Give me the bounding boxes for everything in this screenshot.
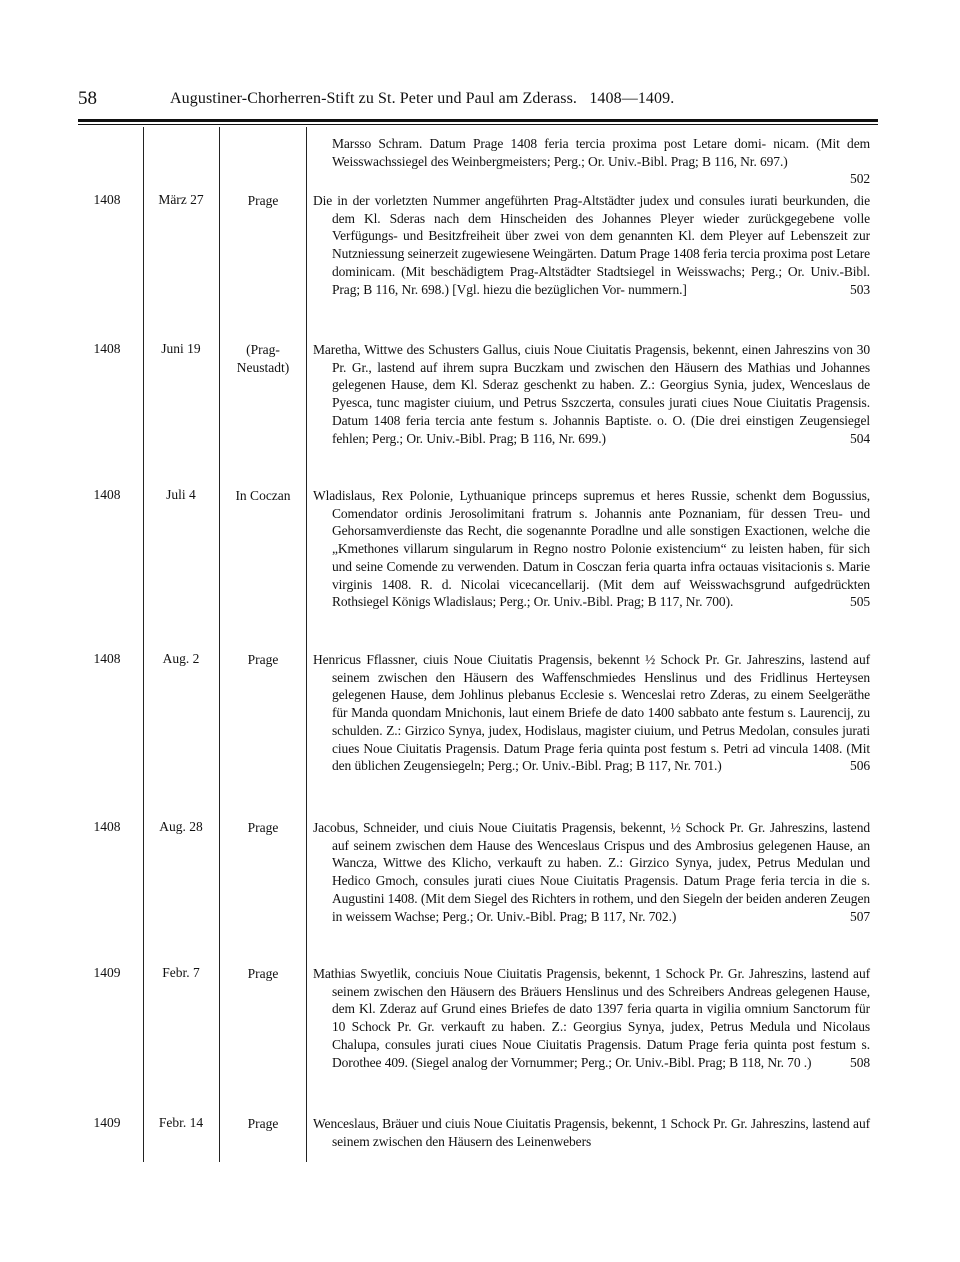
entry-text-block [313, 192, 870, 298]
entry-place: (Prag- Neustadt) [236, 342, 290, 375]
entry-date: Juli 4 [166, 487, 196, 502]
entry-year: 1408 [93, 341, 121, 356]
entry-year: 1408 [93, 192, 121, 207]
entry-place: Prage [247, 193, 279, 208]
entry-number: 507 [850, 908, 870, 924]
entry-text-block [313, 135, 870, 188]
entry-text-block [313, 819, 870, 925]
entry-text: Wenceslaus, Bräuer und ciuis Noue Ciuitatis Pragensis, bekennt, 1 Schock Pr. Gr. Jahreszins, lastend auf seinem zwischen den Häusern des Leinenwebers [313, 1116, 870, 1149]
entry-date: Febr. 14 [158, 1115, 204, 1130]
entry-text: Marsso Schram. Datum Prage 1408 feria tercia proxima post Letare domi- nicam. (Mit dem Weisswachssiegel des Weinbergmeisters; Perg.; Or. Univ.-Bibl. Prag; B 116, Nr. 697.) [332, 136, 870, 169]
entry-text: Wladislaus, Rex Polonie, Lythuanique princeps supremus et heres Russie, schenkt dem Bogussius, Comendator ordinis Jerosolimitani fratrum s. Johannis ante Poznaniam, für dessen Treu- und Gehorsamverdienste das Recht, die sogenannte Poradlne und alle sonstigen Exactionen, welche die „Kmethones villarum singularum in Regno nostro Polonie existencium“ zu leisten haben, für sich und seine Comende zu verwenden. Datum in Cosczan feria quarta infra octauas visitacionis s. Marie virginis 1408. R. d. Nicolai vicecancellarij. (Mit dem auf Weisswachsgrund aufgedrückten Rothsiegel Königs Wladislaus; Perg.; Or. Univ.-Bibl. Prag; B 117, Nr. 700). [313, 488, 870, 610]
entry-text: Die in der vorletzten Nummer angeführten Prag-Altstädter judex und consules iurati beurkunden, die dem Kl. Sderas nach dem Hinscheiden des Johannes Pleyer wieder zurückgegebene volle Verfügungs- und Besitzfreiheit über zwei von dem genannten Kl. dem Pleyer auf Lebenszeit zur Nutzniessung seinerzeit zugewiesene Weingärten. Datum Prage 1408 feria tercia proxima post Letare dominicam. (Mit beschädigtem Prag-Altstädter Stadtsiegel in Weisswachs; Perg.; Or. Univ.-Bibl. Prag; B 116, Nr. 698.) [Vgl. hiezu die bezüglichen Vor- nummern.] [313, 193, 870, 297]
running-title: Augustiner-Chorherren-Stift zu St. Peter und Paul am Zderass. 1408—1409. [170, 90, 675, 107]
entry-text-block [313, 651, 870, 775]
entry-place: Prage [247, 652, 279, 667]
entry-date: Febr. 7 [162, 965, 200, 980]
entry-year: 1409 [93, 965, 121, 980]
entry-number: 504 [850, 430, 870, 446]
entry-date: Aug. 2 [162, 651, 200, 666]
page-number: 58 [78, 88, 97, 109]
entry-text: Henricus Fflassner, ciuis Noue Ciuitatis Pragensis, bekennt ½ Schock Pr. Gr. Jahreszins, lastend auf seinem zwischen den Häusern des Waffenschmiedes Henslinus und des Fridlinus Herteysen gelegenen Hause, dem Johlinus plebanus Ecclesie s. Wenceslai retro Zderas, zu einem Seelgeräthe für Manda quondam Mnichonis, laut einem Briefe de dato 1400 sabbato ante festum s. Laurencij, zu schulden. Z.: Girzico Synya, judex, Hodislaus, magister ciuium, und Petrus Medolan, consules jurati ciues Noue Ciuitatis Pragensis. Datum Prage feria quinta post festum s. Petri ad vincula 1408. (Mit den üblichen Zeugensiegeln; Perg.; Or. Univ.-Bibl. Prag; B 117, Nr. 701.) [313, 652, 870, 774]
entry-date: März 27 [158, 192, 204, 207]
entry-year: 1408 [93, 819, 121, 834]
entry-text-block [313, 341, 870, 447]
entry-text: Jacobus, Schneider, und ciuis Noue Ciuitatis Pragensis, bekennt, ½ Schock Pr. Gr. Jahreszins, lastend auf seinem zwischen dem Hause des Wenceslaus Crispus und des Ambrosius gelegenen Hause, an Wancza, Wittwe des Klicho, verkauft zu haben. Z.: Girzico Synya, judex, Petrus Medulan und Hedico Gmoch, consules jurati ciues Noue Ciuitatis Pragensis. Datum Prage feria tercia in die s. Augustini 1408. (Mit dem Siegel des Richters in rothem, und den Siegeln der beiden anderen Zeugen in weissem Wachse; Perg.; Or. Univ.-Bibl. Prag; B 117, Nr. 702.) [313, 820, 870, 924]
entry-text-block [313, 487, 870, 611]
entry-number: 503 [850, 281, 870, 297]
entry-place: Prage [247, 820, 279, 835]
entry-place: Prage [247, 1116, 279, 1131]
entry-date: Aug. 28 [159, 819, 203, 834]
entry-text: Maretha, Wittwe des Schusters Gallus, ciuis Noue Ciuitatis Pragensis, bekennt, einen Jahreszins von 30 Pr. Gr., lastend auf ihrem supra Buczkam und zwischen den Häusern des Mathias und Johannes gelegenen Hause, dem Kl. Sderaz geschenkt zu haben. Z.: Georgius Synia, judex, Wenceslaus de Pyesca, tunc magister ciuium, und Petrus Sszczerta, consules jurati ciues Noue Ciuitatis Pragensis. Datum 1408 feria tercia ante festum s. Johannis Baptiste. o. O. (Die drei einstigen Zeugensiegel fehlen; Perg.; Or. Univ.-Bibl. Prag; B 116, Nr. 699.) [313, 342, 870, 446]
entry-year: 1408 [93, 487, 121, 502]
entry-place: In Coczan [235, 488, 291, 503]
entry-text-block [313, 1115, 870, 1150]
entry-date: Juni 19 [161, 341, 201, 356]
entry-text-block [313, 965, 870, 1071]
entry-number: 506 [850, 758, 870, 774]
entry-number: 508 [850, 1054, 870, 1070]
entry-number: 502 [850, 171, 870, 187]
entry-year: 1409 [93, 1115, 121, 1130]
entry-year: 1408 [93, 651, 121, 666]
entry-number: 505 [850, 594, 870, 610]
entry-text: Mathias Swyetlik, conciuis Noue Ciuitatis Pragensis, bekennt, 1 Schock Pr. Gr. Jahreszins, lastend auf seinem zwischen den Häusern des Bräuers Henslinus und des Schreibers Andreas gelegenen Hause, dem Kl. Zderaz auf Grund eines Briefes de dato 1397 feria quarta in vigilia omnium Sanctorum für 10 Schock Pr. Gr. verkauft zu haben. Z.: Georgius Synya, judex, Petrus Medula und Nicolaus Chalupa, consules jurati ciues Noue Ciuitatis Pragensis. Datum Prage feria quinta post festum s. Dorothee 409. (Siegel analog der Vornummer; Perg.; Or. Univ.-Bibl. Prag; B 118, Nr. 70 .) [313, 966, 870, 1070]
entry-place: Prage [247, 966, 279, 981]
